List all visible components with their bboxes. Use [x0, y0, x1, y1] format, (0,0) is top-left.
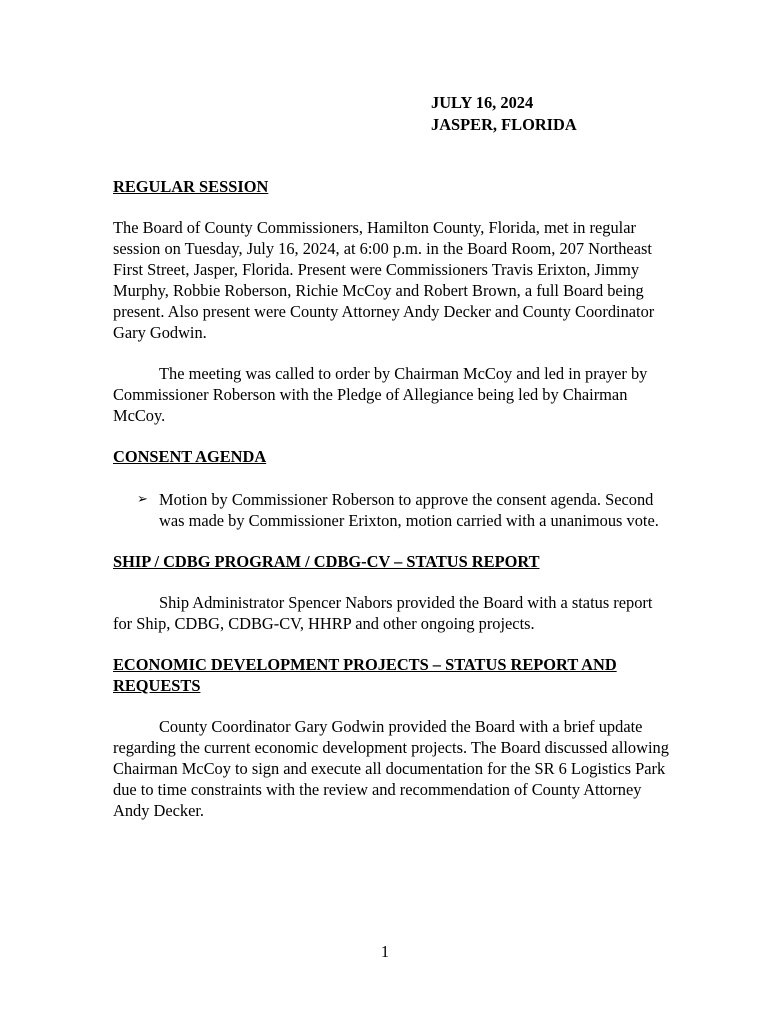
economic-development-paragraph: County Coordinator Gary Godwin provided the Board with a brief update regarding the current economic development projects. The Board discussed allowing Chairman McCoy to sign and execute all documentation for the SR 6 Logistics Park due to time constraints with the review and recommendation of County Attorney Andy Decker. [113, 717, 669, 820]
minutes-body [113, 176, 673, 821]
regular-session-paragraph: The Board of County Commissioners, Hamilton County, Florida, met in regular session on Tuesday, July 16, 2024, at 6:00 p.m. in the Board Room, 207 Northeast First Street, Jasper, Florida. Present were Commissioners Travis Erixton, Jimmy Murphy, Robbie Roberson, Richie McCoy and Robert Brown, a full Board being present. Also present were County Attorney Andy Decker and County Coordinator Gary Godwin. [113, 218, 655, 342]
meeting-date: JULY 16, 2024 [431, 93, 534, 112]
arrowhead-bullet-icon: ➢ [137, 492, 148, 507]
call-to-order-paragraph: The meeting was called to order by Chairman McCoy and led in prayer by Commissioner Roberson with the Pledge of Allegiance being led by Chairman McCoy. [113, 364, 648, 425]
date-location-block [431, 92, 577, 136]
regular-session-heading: REGULAR SESSION [113, 177, 269, 196]
consent-agenda-bullet [113, 489, 673, 531]
meeting-location: JASPER, FLORIDA [431, 115, 577, 134]
ship-cdbg-paragraph: Ship Administrator Spencer Nabors provided the Board with a status report for Ship, CDBG, CDBG-CV, HHRP and other ongoing projects. [113, 593, 653, 633]
consent-agenda-heading: CONSENT AGENDA [113, 447, 267, 466]
ship-cdbg-heading: SHIP / CDBG PROGRAM / CDBG-CV – STATUS REPORT [113, 552, 540, 571]
economic-development-heading: ECONOMIC DEVELOPMENT PROJECTS – STATUS REPORT AND REQUESTS [113, 655, 617, 695]
consent-agenda-motion: Motion by Commissioner Roberson to approve the consent agenda. Second was made by Commissioner Erixton, motion carried with a unanimous vote. [159, 490, 659, 530]
page-number: 1 [380, 942, 390, 961]
